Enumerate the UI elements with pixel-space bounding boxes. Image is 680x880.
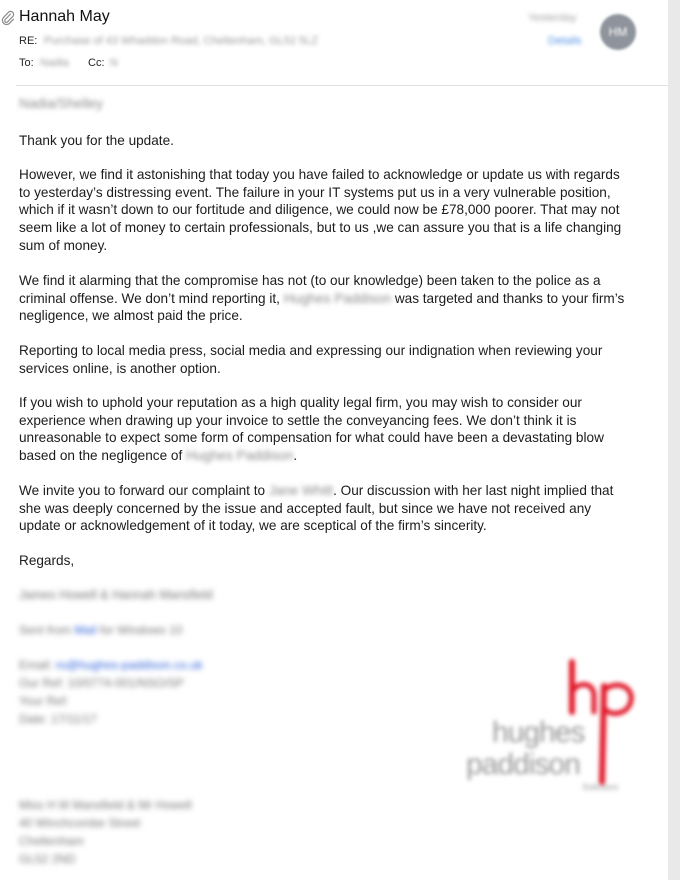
logo-text-solicitors: Solicitors — [582, 782, 619, 792]
cc-recipient[interactable]: N — [110, 57, 118, 69]
paragraph-reputation-a: If you wish to uphold your reputation as a high quality legal firm, you may wish to consider our experience when drawing up your invoice to settle the conveyancing fees. We don’t think it is unreasonable to expect some form of compensation for what could have been a devastating blow based on the negligence of — [19, 395, 604, 464]
our-ref-line: Our Ref: 10/0774-001/NSO/SP — [19, 676, 184, 690]
address-line-2: 40 Winchcombe Street — [19, 816, 141, 830]
redacted-firm-name: Hughes Paddison — [186, 448, 294, 464]
paragraph-reputation — [19, 394, 631, 465]
paperclip-icon[interactable] — [1, 10, 15, 26]
date-line: Date: 17/11/17 — [19, 712, 97, 726]
header-divider — [16, 85, 668, 86]
to-label: To: — [19, 57, 34, 69]
paragraph-police-b: was targeted and thanks to your firm’s negligence, we almost paid the price. — [19, 290, 625, 324]
email-line — [19, 657, 203, 675]
sent-from-prefix: Sent from — [19, 623, 72, 637]
paragraph-forward-b: . Our discussion with her last night implied that she was deeply concerned by the issue and accepted fault, but since we have not received any update or acknowledgement of it today, we are sceptical of the firm’s sincerity. — [19, 483, 614, 534]
your-ref-line: Your Ref: — [19, 694, 69, 708]
signature-names: James Howell & Hannah Mansfield — [19, 588, 213, 602]
paragraph-media: Reporting to local media press, social media and expressing our indignation when reviewing your services online, is another option. — [19, 343, 603, 376]
paragraph-reputation-b: . — [293, 448, 298, 464]
re-label: RE: — [19, 35, 38, 47]
to-recipient[interactable]: Nadia — [40, 57, 69, 69]
email-header — [0, 0, 668, 86]
sender-name: Hannah May — [19, 8, 110, 25]
avatar[interactable] — [600, 14, 636, 50]
paragraph-forward-a: We invite you to forward our complaint to — [19, 483, 266, 498]
email-label: Email: — [19, 658, 53, 672]
mail-app-link[interactable]: Mail — [74, 623, 97, 637]
redacted-person-name: Jane Whitt — [268, 483, 334, 498]
paragraph-astonishing: However, we find it astonishing that today you have failed to acknowledge or update us with regards to yesterday’s distressing event. The failure in your IT systems put us in a very vulnerable position, which if it wasn’t down to our fortitude and diligence, we could now be £78,000 poorer. That may not seem like a lot of money to certain professionals, but to us ,we can assure you that is a life changing sum of money. — [19, 167, 622, 253]
paragraph-thanks: Thank you for the update. — [19, 133, 174, 148]
scrollbar[interactable] — [668, 0, 680, 880]
address-line-1: Miss H M Mansfield & Mr Howell — [19, 798, 192, 812]
sent-from-suffix: for Windows 10 — [99, 623, 183, 637]
avatar-initials: HM — [608, 25, 628, 39]
closing: Regards, — [19, 553, 75, 568]
subject-text: Purchase of 43 Whaddon Road, Cheltenham, GL52 5LZ — [44, 35, 318, 47]
paragraph-police — [19, 272, 631, 325]
salutation-names: Nadia/Shelley — [19, 96, 103, 111]
firm-logo — [460, 650, 640, 800]
logo-text-hughes: hughes — [492, 716, 585, 749]
redacted-firm-name: Hughes Paddison — [283, 290, 392, 306]
message-date: Yesterday — [528, 12, 577, 24]
address-line-3: Cheltenham — [19, 834, 84, 848]
sent-from-line — [19, 622, 182, 640]
paragraph-police-a: We find it alarming that the compromise has not (to our knowledge) been taken to the police as a criminal offense. We don’t mind reporting it, — [19, 273, 601, 306]
cc-label: Cc: — [88, 57, 105, 69]
logo-text-paddison: paddison — [466, 748, 580, 781]
paragraph-forward — [19, 482, 631, 535]
details-link[interactable]: Details — [548, 35, 582, 47]
salutation — [19, 95, 631, 113]
email-link[interactable]: ro@hughes-paddison.co.uk — [55, 658, 203, 672]
address-line-4: GL52 2ND — [19, 852, 76, 866]
